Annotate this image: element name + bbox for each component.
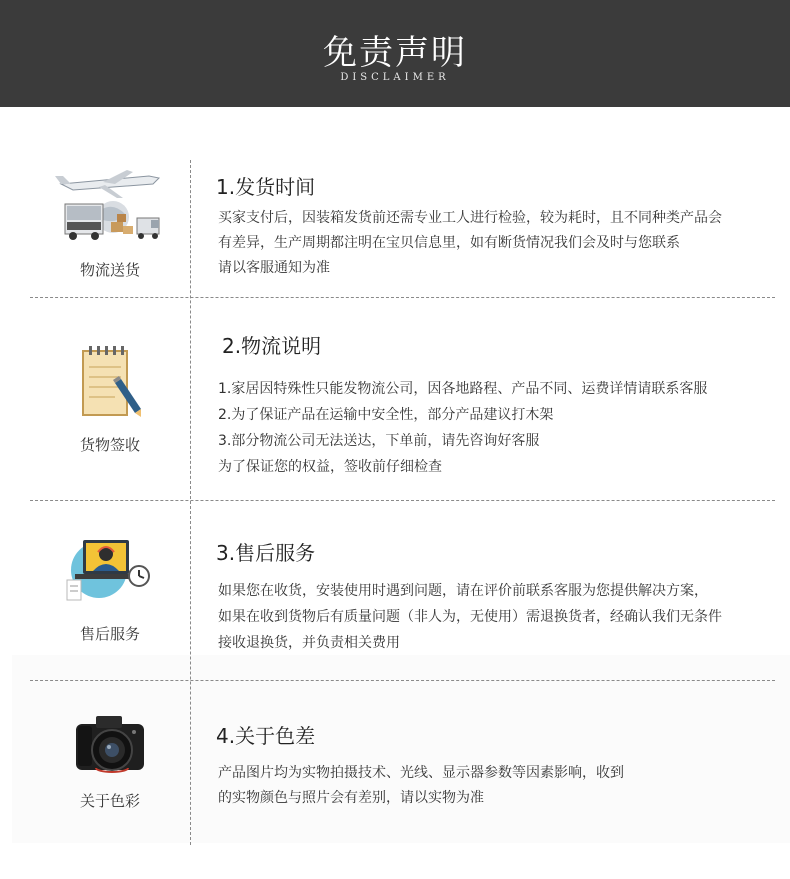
section-text-line: 接收退换货，并负责相关费用 (218, 635, 400, 651)
section-text-line: 有差异，生产周期都注明在宝贝信息里，如有断货情况我们会及时与您联系 (218, 235, 680, 251)
icon-label: 关于色彩 (79, 792, 140, 810)
camera-icon (40, 710, 180, 782)
horizontal-divider (30, 680, 775, 681)
page-subtitle: DISCLAIMER (340, 72, 450, 83)
page-title: 免责声明 (323, 33, 467, 73)
horizontal-divider (30, 500, 775, 501)
section-text-line: 的实物颜色与照片会有差别，请以实物为准 (218, 790, 484, 806)
section-text-line: 如果在收到货物后有质量问题（非人为，无使用）需退换货者，经确认我们无条件 (218, 609, 722, 625)
section-title: 2.物流说明 (222, 334, 322, 358)
section-text-line: 1.家居因特殊性只能发物流公司，因各地路程、产品不同、运费详情请联系客服 (218, 381, 708, 397)
icon-label: 货物签收 (79, 436, 140, 454)
section-text-line: 如果您在收货，安装使用时遇到问题，请在评价前联系客服为您提供解决方案， (218, 583, 708, 599)
icon-label: 物流送货 (79, 261, 140, 279)
section-text-line: 2.为了保证产品在运输中安全性，部分产品建议打木架 (218, 407, 554, 423)
section-text-line: 产品图片均为实物拍摄技术、光线、显示器参数等因素影响，收到 (218, 765, 624, 781)
notepad-pen-icon (40, 343, 180, 423)
section-text-line: 为了保证您的权益，签收前仔细检查 (218, 459, 442, 475)
customer-service-icon (40, 530, 180, 608)
section-text-line: 3.部分物流公司无法送达，下单前，请先咨询好客服 (218, 433, 540, 449)
section-text-line: 请以客服通知为准 (218, 260, 330, 276)
section-text-line: 买家支付后，因装箱发货前还需专业工人进行检验，较为耗时，且不同种类产品会 (218, 210, 722, 226)
section-title: 1.发货时间 (216, 175, 316, 199)
header-banner (0, 0, 790, 107)
icon-label: 售后服务 (79, 625, 140, 643)
section-title: 4.关于色差 (216, 724, 316, 748)
vertical-divider (190, 160, 191, 845)
section-title: 3.售后服务 (216, 541, 316, 565)
horizontal-divider (30, 297, 775, 298)
airplane-truck-icon (40, 170, 180, 250)
